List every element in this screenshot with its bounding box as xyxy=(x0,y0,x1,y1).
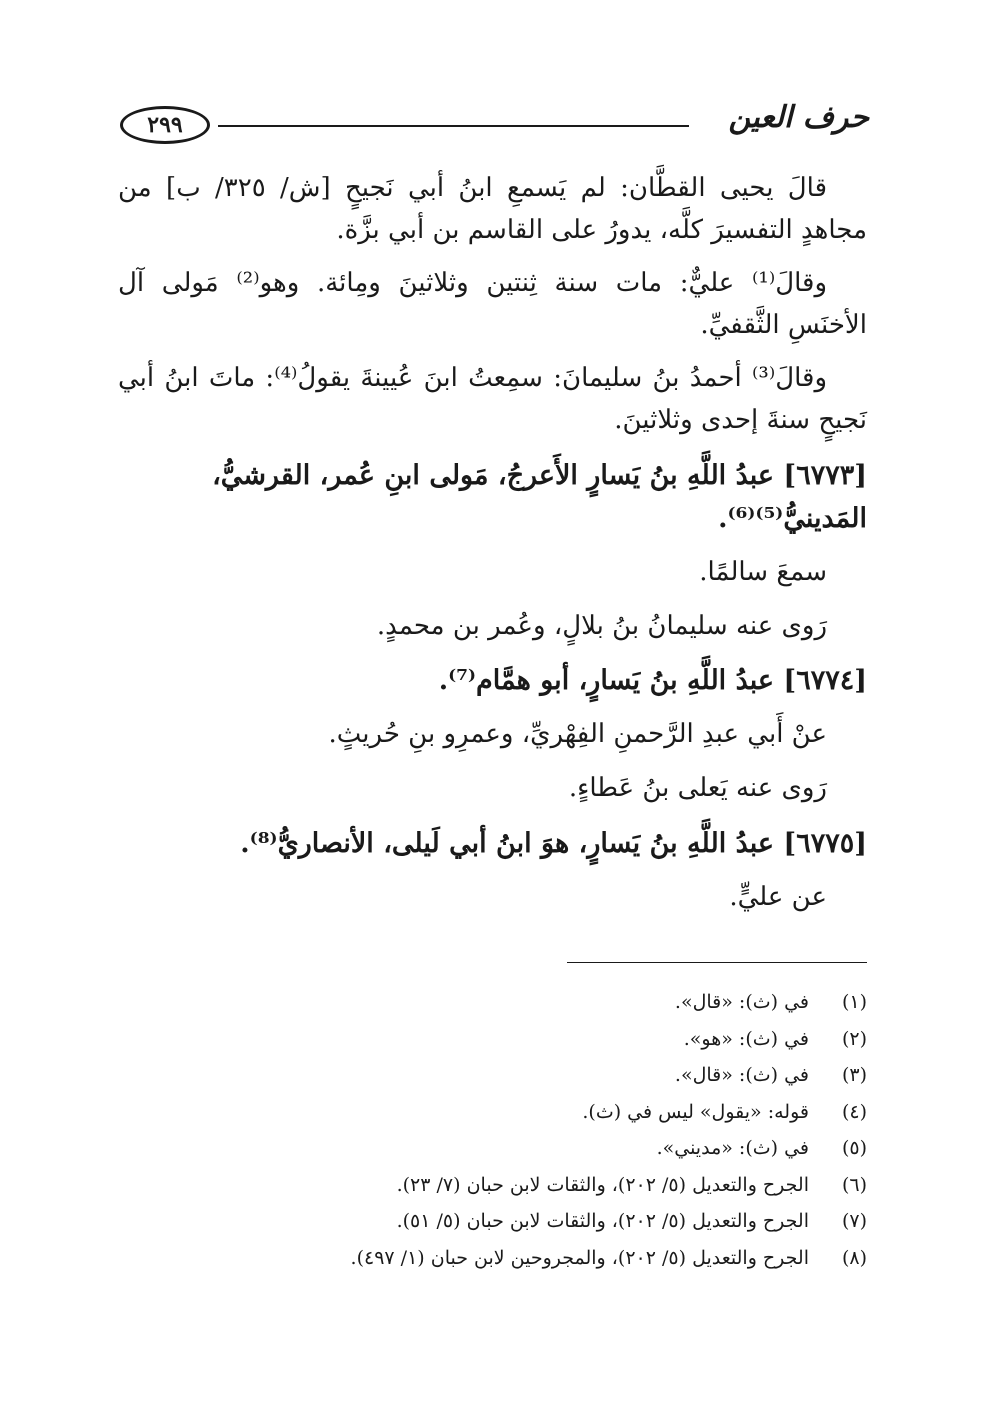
footnote xyxy=(118,1134,867,1163)
footnote-text: في (ث): «مديني». xyxy=(656,1137,809,1159)
paragraph: رَوى عنه سليمانُ بنُ بلالٍ، وعُمر بن محمدٍ. xyxy=(376,610,827,641)
footnote xyxy=(118,1025,867,1054)
footnote-text: الجرح والتعديل (٥/ ٢٠٢)، والثقات لابن حبان (٥/ ٥١). xyxy=(396,1210,809,1232)
footnote-text: في (ث): «هو». xyxy=(683,1027,809,1050)
paragraph: رَوى عنه يَعلى بنُ عَطاءٍ. xyxy=(568,772,827,803)
footnote-number: (٣) xyxy=(841,1064,867,1086)
footnote-number: (١) xyxy=(841,991,867,1013)
footnote-text: في (ث): «قال». xyxy=(674,1064,809,1086)
footnote xyxy=(118,1098,867,1127)
footnote-number: (٧) xyxy=(841,1210,867,1232)
entry-heading: [٦٧٧٥] عبدُ اللَّهِ بنُ يَسارٍ، هوَ ابنُ أبي لَيلى، الأنصاريُّ⁽⁸⁾. xyxy=(240,827,867,859)
footnotes-list xyxy=(118,988,867,1280)
footnote-number: (٢) xyxy=(841,1027,867,1050)
running-title: حرف العين xyxy=(728,100,869,135)
footnote xyxy=(118,1171,867,1200)
paragraph: وقالَ⁽¹⁾ عليٌّ: مات سنة ثِنتين وثلاثينَ ومِائة. وهو⁽²⁾ مَولى آل الأخنَسِ الثَّقفيِّ. xyxy=(118,268,867,340)
footnote-number: (٤) xyxy=(841,1100,867,1123)
footnote-number: (٥) xyxy=(841,1137,867,1159)
paragraph: عن عليٍّ. xyxy=(729,881,827,912)
paragraph: وقالَ⁽³⁾ أحمدُ بنُ سليمانَ: سمِعتُ ابنَ عُيينةَ يقولُ⁽⁴⁾: ماتَ ابنُ أبي نَجيحٍ سنةَ إحدى وثلاثينَ. xyxy=(118,363,867,435)
entry-heading: [٦٧٧٤] عبدُ اللَّهِ بنُ يَسارٍ، أبو همَّام⁽⁷⁾. xyxy=(438,665,867,697)
page-number: ٢٩٩ xyxy=(120,106,210,144)
footnote xyxy=(118,988,867,1017)
footnote xyxy=(118,1061,867,1090)
footnote-separator xyxy=(567,962,867,963)
footnote-number: (٦) xyxy=(841,1173,867,1196)
footnote xyxy=(118,1244,867,1273)
page-header xyxy=(120,98,869,158)
footnote-text: في (ث): «قال». xyxy=(674,991,809,1013)
main-text xyxy=(118,168,867,930)
footnote xyxy=(118,1207,867,1236)
footnote-text: الجرح والتعديل (٥/ ٢٠٢)، والمجروحين لابن حبان (١/ ٤٩٧). xyxy=(350,1246,809,1269)
paragraph: سمعَ سالمًا. xyxy=(699,556,827,587)
footnote-number: (٨) xyxy=(841,1246,867,1269)
footnote-text: قوله: «يقول» ليس في (ث). xyxy=(582,1100,809,1123)
entry-heading: [٦٧٧٣] عبدُ اللَّهِ بنُ يَسارٍ الأَعرجُ، مَولى ابنِ عُمر، القرشيُّ، المَدينيُّ⁽⁵⁾⁽⁶⁾. xyxy=(212,459,867,534)
paragraph: عنْ أَبي عبدِ الرَّحمنِ الفِهْريِّ، وعمرِو بنِ حُريثٍ. xyxy=(328,719,827,750)
header-rule xyxy=(218,125,689,127)
paragraph: قالَ يحيى القطَّان: لم يَسمعِ ابنُ أبي نَجيحٍ [ش/ ٣٢٥/ ب] من مجاهدٍ التفسيرَ كلَّه، يدورُ على القاسم بن أبي بزَّة. xyxy=(118,173,867,245)
footnote-text: الجرح والتعديل (٥/ ٢٠٢)، والثقات لابن حبان (٧/ ٢٣). xyxy=(396,1173,809,1196)
